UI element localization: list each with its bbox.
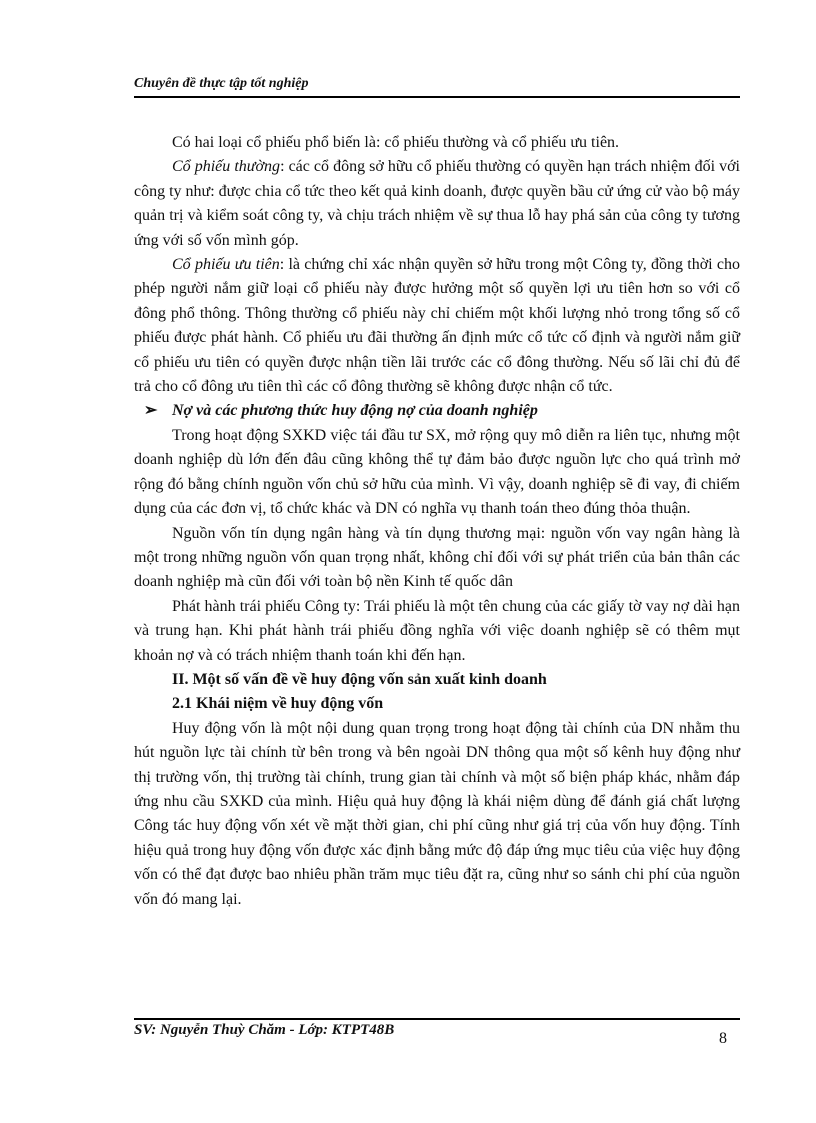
section-heading-2-1: 2.1 Khái niệm về huy động vốn <box>172 695 384 713</box>
footer-author: SV: Nguyễn Thuỳ Chăm - Lớp: KTPT48B <box>134 1022 395 1038</box>
paragraph-debt-intro: Trong hoạt động SXKD việc tái đầu tư SX, mở rộng quy mô diễn ra liên tục, nhưng một doanh nghiệp dù lớn đến đâu cũng không thể tự đảm bảo được nguồn lực cho quá trình mở rộng đó bằng chính nguồn vốn chủ sở hữu của mình. Vì vậy, doanh nghiệp sẽ đi vay, đi chiếm dụng của các đơn vị, tổ chức khác và DN có nghĩa vụ thanh toán theo đúng thỏa thuận. <box>134 426 740 518</box>
bullet-heading-text: Nợ và các phương thức huy động nợ của doanh nghiệp <box>172 402 538 420</box>
term-common-shares: Cổ phiếu thường <box>172 158 281 176</box>
page-number: 8 <box>719 1030 727 1047</box>
document-body <box>134 131 740 912</box>
section-heading-2: II. Một số vấn đề về huy động vốn sản xuất kinh doanh <box>172 670 547 688</box>
paragraph-preferred-shares <box>134 253 740 399</box>
arrow-bullet-icon: ➢ <box>144 402 158 420</box>
paragraph-bonds: Phát hành trái phiếu Công ty: Trái phiếu là một tên chung của các giấy tờ vay nợ dài hạn và trung hạn. Khi phát hành trái phiếu đồng nghĩa với việc doanh nghiệp sẽ có thêm mụt khoản nợ và có trách nhiệm thanh toán khi đến hạn. <box>134 597 740 664</box>
paragraph-preferred-shares-text: : là chứng chỉ xác nhận quyền sở hữu trong một Công ty, đồng thời cho phép người nắm giữ loại cổ phiếu này được hưởng một số quyền lợi ưu tiên hơn so với cổ đông phổ thông. Thông thường cổ phiếu này chỉ chiếm một khối lượng nhỏ trong tổng số cổ phiếu được phát hành. Cổ phiếu ưu đãi thường ấn định mức cổ tức cố định và người nắm giữ cổ phiếu ưu tiên có quyền được nhận tiền lãi trước các cổ đông thường. Nếu số lãi chỉ đủ để trả cho cổ đông ưu tiên thì các cổ đông thường sẽ không được nhận cổ tức. <box>134 256 740 396</box>
paragraph-common-shares-text: : các cổ đông sở hữu cổ phiếu thường có quyền hạn trách nhiệm đối với công ty như: được chia cổ tức theo kết quả kinh doanh, được quyền bầu cử ứng cử vào bộ máy quản trị và kiểm soát công ty, và chịu trách nhiệm về sự thua lỗ hay phá sản của công ty tương ứng với số vốn mình góp. <box>134 158 741 249</box>
paragraph-capital-mobilization: Huy động vốn là một nội dung quan trọng trong hoạt động tài chính của DN nhằm thu hút nguồn lực tài chính từ bên trong và bên ngoài DN thông qua một số kênh huy động như thị trường vốn, thị trường tài chính, trung gian tài chính và một số biện pháp khác, nhằm đáp ứng nhu cầu SXKD của mình. Hiệu quả huy động là khái niệm dùng để đánh giá chất lượng Công tác huy động vốn xét về mặt thời gian, chi phí cũng như giá trị của vốn huy động. Tính hiệu quả trong huy động vốn được xác định bằng mức độ đáp ứng mục tiêu của việc huy động vốn có thể đạt được bao nhiêu phần trăm mục tiêu đặt ra, cũng như so sánh chi phí của nguồn vốn đó mang lại. <box>134 719 740 908</box>
term-preferred-shares: Cổ phiếu ưu tiên <box>172 256 280 274</box>
footer-divider <box>134 1018 740 1020</box>
bullet-heading-debt <box>134 399 740 423</box>
paragraph-bank-credit: Nguồn vốn tín dụng ngân hàng và tín dụng thương mại: nguồn vốn vay ngân hàng là một trong những nguồn vốn quan trọng nhất, không chỉ đối với sự phát triển của bản thân các doanh nghiệp mà cũn đối với toàn bộ nền Kinh tế quốc dân <box>134 524 740 591</box>
page-header-title: Chuyên đề thực tập tốt nghiệp <box>134 76 309 91</box>
paragraph-share-types: Có hai loại cổ phiếu phổ biến là: cổ phiếu thường và cổ phiếu ưu tiên. <box>172 134 620 151</box>
header-divider <box>134 96 740 98</box>
paragraph-common-shares <box>134 155 740 253</box>
